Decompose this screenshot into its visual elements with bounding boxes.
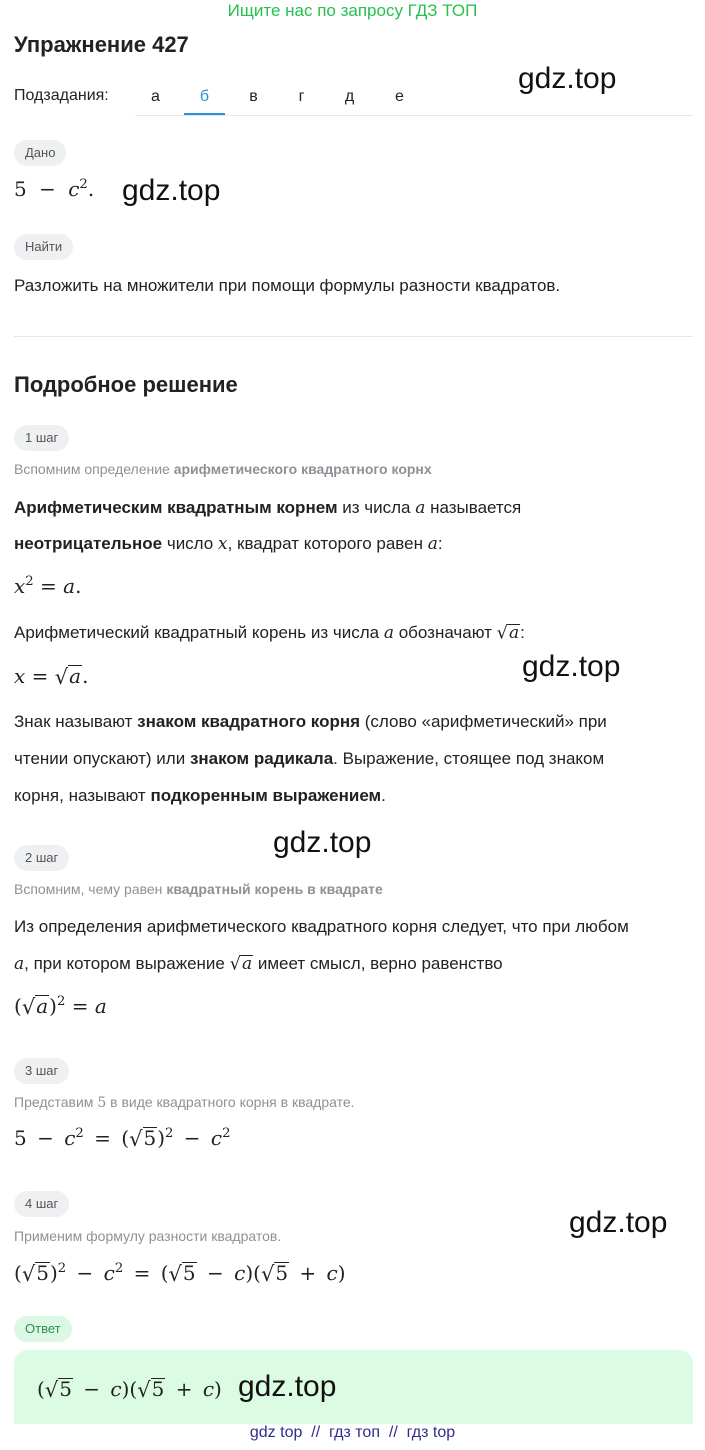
tab-e[interactable]: е bbox=[395, 88, 404, 105]
math-exp: 2 bbox=[75, 1125, 84, 1141]
formula-step4 bbox=[14, 1261, 346, 1285]
math-exp: 2 bbox=[57, 1260, 67, 1276]
formula-step3 bbox=[14, 1126, 231, 1150]
sqrt-symbol: √5 bbox=[260, 1261, 289, 1286]
formula-sqrt-squared bbox=[14, 994, 107, 1018]
hint-text: Вспомним определение bbox=[14, 461, 174, 477]
math-var: c bbox=[103, 1261, 115, 1285]
math-var: c bbox=[326, 1261, 338, 1285]
watermark: gdz.top bbox=[122, 174, 221, 207]
math-eq: = bbox=[127, 1261, 157, 1285]
answer-badge: Ответ bbox=[14, 1316, 72, 1342]
text: : bbox=[437, 534, 443, 553]
math-op: + bbox=[293, 1261, 323, 1285]
math-paren: ) bbox=[49, 1261, 58, 1285]
step-hint bbox=[14, 1094, 355, 1111]
math-var: x bbox=[217, 534, 228, 554]
watermark: gdz.top bbox=[569, 1206, 668, 1239]
math-eq: = bbox=[87, 1126, 118, 1150]
step1-para1 bbox=[14, 703, 607, 740]
watermark: gdz.top bbox=[522, 650, 621, 683]
math-op: − bbox=[30, 1126, 61, 1150]
math-var: a bbox=[63, 574, 76, 598]
math-var: c bbox=[68, 177, 80, 201]
step1-para2 bbox=[14, 740, 604, 777]
subtasks-label: Подзадания: bbox=[14, 87, 109, 104]
math-paren: ( bbox=[160, 1261, 169, 1285]
math-paren: ( bbox=[37, 1377, 45, 1401]
radicand: a bbox=[36, 994, 49, 1018]
formula-x-squared bbox=[14, 574, 81, 598]
text: Знак называют bbox=[14, 712, 138, 731]
step1-line1 bbox=[14, 489, 521, 527]
text: имеет смысл, верно равенство bbox=[253, 954, 503, 973]
step-badge: 3 шаг bbox=[14, 1058, 69, 1084]
step1-line2 bbox=[14, 525, 443, 563]
radicand: 5 bbox=[151, 1377, 165, 1401]
sqrt-symbol: √a bbox=[54, 664, 82, 689]
text: из числа bbox=[337, 498, 416, 517]
math-paren: ( bbox=[14, 1261, 22, 1285]
math-op: − bbox=[70, 1261, 100, 1285]
math-var: a bbox=[14, 954, 25, 974]
watermark: gdz.top bbox=[518, 62, 617, 95]
sqrt-symbol: √a bbox=[496, 622, 520, 644]
step2-line2 bbox=[14, 945, 503, 983]
math-var: c bbox=[64, 1126, 76, 1150]
math-num: 5 bbox=[14, 1126, 27, 1150]
math-eq: = bbox=[33, 574, 64, 598]
hint-text: Вспомним, чему равен bbox=[14, 881, 167, 897]
tab-v[interactable]: в bbox=[249, 88, 258, 105]
sqrt-symbol: √5 bbox=[21, 1261, 49, 1286]
math-exp: 2 bbox=[79, 176, 88, 192]
math-paren: )( bbox=[121, 1377, 138, 1401]
hint-text: Представим bbox=[14, 1094, 98, 1110]
bold-term: подкоренным выражением bbox=[150, 786, 382, 805]
bold-term: неотрицательное bbox=[14, 534, 163, 553]
hint-bold: арифметического квадратного корнх bbox=[173, 461, 432, 477]
math-end: . bbox=[87, 177, 95, 201]
tab-b[interactable]: б bbox=[184, 78, 225, 115]
step-badge: 1 шаг bbox=[14, 425, 69, 451]
formula-x-sqrt bbox=[14, 664, 88, 688]
step-badge: 4 шаг bbox=[14, 1191, 69, 1217]
sqrt-symbol: √5 bbox=[44, 1377, 72, 1402]
tab-d[interactable]: д bbox=[344, 88, 355, 105]
math-paren: ( bbox=[14, 994, 22, 1018]
tab-a[interactable]: а bbox=[151, 88, 160, 105]
math-var: a bbox=[427, 534, 438, 554]
sqrt-symbol: √5 bbox=[168, 1261, 196, 1286]
bold-term: Арифметическим квадратным корнем bbox=[14, 498, 338, 517]
step-hint bbox=[14, 461, 432, 477]
math-var: x bbox=[14, 574, 26, 598]
text: Арифметический квадратный корень из числа bbox=[14, 623, 384, 642]
text: обозначают bbox=[393, 623, 497, 642]
text: корня, называют bbox=[14, 786, 151, 805]
bold-term: знаком квадратного корня bbox=[137, 712, 361, 731]
text: называется bbox=[425, 498, 522, 517]
radicand: 5 bbox=[182, 1261, 196, 1285]
find-badge: Найти bbox=[14, 234, 73, 260]
math-paren: ) bbox=[49, 994, 57, 1018]
math-eq: = bbox=[65, 994, 95, 1018]
text: . bbox=[381, 786, 386, 805]
radicand: 5 bbox=[36, 1261, 49, 1285]
math-var: c bbox=[202, 1377, 215, 1401]
watermark: gdz.top bbox=[238, 1370, 337, 1403]
radicand: 5 bbox=[59, 1377, 72, 1401]
sqrt-symbol: √a bbox=[21, 994, 49, 1019]
radicand: a bbox=[69, 664, 82, 688]
tab-g[interactable]: г bbox=[298, 88, 305, 105]
text: число bbox=[162, 534, 218, 553]
step-hint: Применим формулу разности квадратов. bbox=[14, 1228, 282, 1244]
step1-line3 bbox=[14, 614, 525, 652]
math-num: 5 bbox=[97, 1095, 107, 1111]
math-eq: = bbox=[25, 664, 55, 688]
math-var: a bbox=[94, 994, 107, 1018]
math-paren: ) bbox=[214, 1377, 222, 1401]
answer-formula bbox=[37, 1377, 222, 1401]
step-badge: 2 шаг bbox=[14, 845, 69, 871]
given-expression bbox=[14, 177, 94, 201]
math-var: c bbox=[210, 1126, 223, 1150]
math-var: a bbox=[383, 623, 394, 643]
hint-text: в виде квадратного корня в квадрате. bbox=[106, 1094, 355, 1110]
radicand: a bbox=[508, 623, 520, 643]
solution-title: Подробное решение bbox=[14, 372, 238, 397]
math-exp: 2 bbox=[222, 1125, 231, 1141]
step2-line1: Из определения арифметического квадратного корня следует, что при любом bbox=[14, 917, 629, 936]
sqrt-symbol: √a bbox=[229, 953, 253, 975]
math-end: . bbox=[75, 574, 82, 598]
math-num: 5 bbox=[14, 177, 27, 201]
math-op: + bbox=[169, 1377, 199, 1401]
math-op: − bbox=[200, 1261, 231, 1285]
top-banner[interactable]: Ищите нас по запросу ГДЗ ТОП bbox=[227, 1, 478, 20]
sqrt-symbol: √5 bbox=[137, 1377, 165, 1402]
radicand: a bbox=[241, 954, 253, 974]
math-paren: ( bbox=[121, 1126, 130, 1150]
math-paren: ) bbox=[337, 1261, 346, 1285]
section-divider bbox=[14, 336, 693, 337]
watermark: gdz.top bbox=[273, 826, 372, 859]
math-var: c bbox=[234, 1261, 246, 1285]
math-paren: ) bbox=[157, 1126, 166, 1150]
step1-para3 bbox=[14, 777, 386, 814]
footer-links[interactable]: gdz top // гдз топ // гдз top bbox=[249, 1424, 456, 1441]
math-op: − bbox=[177, 1126, 207, 1150]
math-exp: 2 bbox=[114, 1260, 124, 1276]
math-var: x bbox=[14, 664, 26, 688]
math-var: a bbox=[415, 498, 426, 518]
page-title: Упражнение 427 bbox=[14, 32, 189, 57]
hint-bold: квадратный корень в квадрате bbox=[166, 881, 383, 897]
text: (слово «арифметический» при bbox=[360, 712, 607, 731]
radicand: 5 bbox=[275, 1261, 289, 1285]
math-op: − bbox=[39, 177, 56, 201]
math-paren: )( bbox=[245, 1261, 261, 1285]
text: : bbox=[520, 623, 525, 642]
step-hint bbox=[14, 881, 383, 897]
subtask-tabs bbox=[135, 78, 693, 116]
math-exp: 2 bbox=[56, 993, 66, 1009]
sqrt-symbol: √5 bbox=[129, 1126, 157, 1151]
math-exp: 2 bbox=[25, 573, 34, 589]
text: чтении опускают) или bbox=[14, 749, 190, 768]
math-exp: 2 bbox=[165, 1125, 174, 1141]
bold-term: знаком радикала bbox=[189, 749, 334, 768]
find-text: Разложить на множители при помощи формулы разности квадратов. bbox=[14, 276, 561, 295]
text: , квадрат которого равен bbox=[227, 534, 428, 553]
math-var: c bbox=[110, 1377, 122, 1401]
radicand: 5 bbox=[143, 1126, 157, 1150]
text: . Выражение, стоящее под знаком bbox=[333, 749, 605, 768]
given-badge: Дано bbox=[14, 140, 66, 166]
text: , при котором выражение bbox=[24, 954, 230, 973]
math-end: . bbox=[82, 664, 89, 688]
math-op: − bbox=[76, 1377, 107, 1401]
